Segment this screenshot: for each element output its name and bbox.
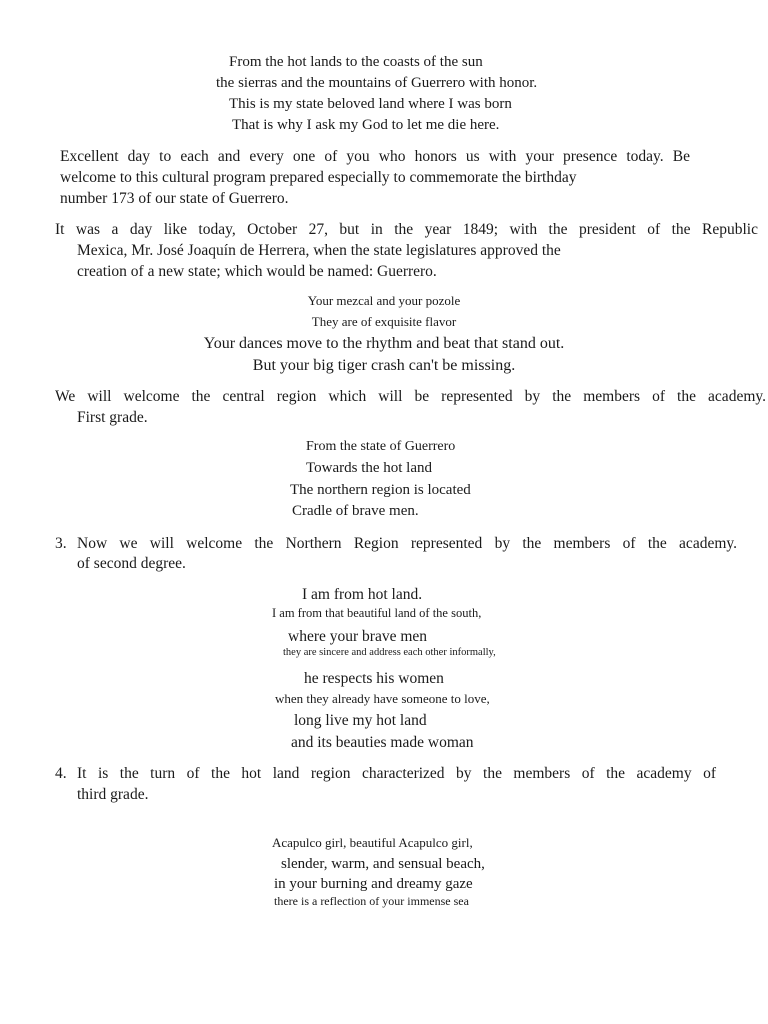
poem-line: Acapulco girl, beautiful Acapulco girl, <box>272 835 473 850</box>
poem-line: They are of exquisite flavor <box>311 314 457 329</box>
poem-line: I am from that beautiful land of the south, <box>272 606 482 620</box>
list-item-line: third grade. <box>77 786 149 803</box>
central-paragraph-line: First grade. <box>77 409 148 426</box>
list-item-number: 4. <box>55 765 67 782</box>
list-item-line: of second degree. <box>77 555 186 572</box>
poem-line: slender, warm, and sensual beach, <box>281 856 485 872</box>
poem-line: in your burning and dreamy gaze <box>274 876 473 892</box>
poem-line: That is why I ask my God to let me die here. <box>232 117 500 133</box>
poem-line: Your mezcal and your pozole <box>307 293 461 308</box>
central-paragraph-line: We will welcome the central region which will be represented by the members of the academy. <box>55 388 766 405</box>
poem-line: From the state of Guerrero <box>306 439 456 454</box>
intro-paragraph-line: Excellent day to each and every one of you who honors us with your presence today. Be <box>60 148 690 165</box>
poem-line: From the hot lands to the coasts of the sun <box>229 54 483 70</box>
history-paragraph-line: It was a day like today, October 27, but in the year 1849; with the president of the Republic <box>55 221 758 238</box>
poem-line: they are sincere and address each other informally, <box>283 647 496 658</box>
poem-line: This is my state beloved land where I was born <box>229 96 512 112</box>
poem-line: I am from hot land. <box>302 586 423 603</box>
poem-line: Towards the hot land <box>306 460 433 476</box>
poem-line: The northern region is located <box>290 482 471 498</box>
poem-line: where your brave men <box>288 628 428 645</box>
list-item-number: 3. <box>55 535 67 552</box>
history-paragraph-line: creation of a new state; which would be named: Guerrero. <box>77 263 437 280</box>
poem-line: But your big tiger crash can't be missing. <box>252 357 516 374</box>
poem-line: Your dances move to the rhythm and beat that stand out. <box>203 335 565 352</box>
intro-paragraph-line: number 173 of our state of Guerrero. <box>60 190 289 207</box>
poem-line: and its beauties made woman <box>291 734 474 751</box>
poem-line: long live my hot land <box>294 712 427 729</box>
poem-line: when they already have someone to love, <box>275 691 490 706</box>
poem-line: he respects his women <box>304 670 444 687</box>
intro-paragraph-line: welcome to this cultural program prepared especially to commemorate the birthday <box>60 169 577 186</box>
list-item-line: It is the turn of the hot land region characterized by the members of the academy of <box>77 765 716 782</box>
poem-line: there is a reflection of your immense sea <box>274 894 469 908</box>
poem-line: the sierras and the mountains of Guerrero with honor. <box>216 75 538 91</box>
list-item-line: Now we will welcome the Northern Region represented by the members of the academy. <box>77 535 737 552</box>
history-paragraph-line: Mexica, Mr. José Joaquín de Herrera, when the state legislatures approved the <box>77 242 561 259</box>
poem-line: Cradle of brave men. <box>292 503 419 519</box>
